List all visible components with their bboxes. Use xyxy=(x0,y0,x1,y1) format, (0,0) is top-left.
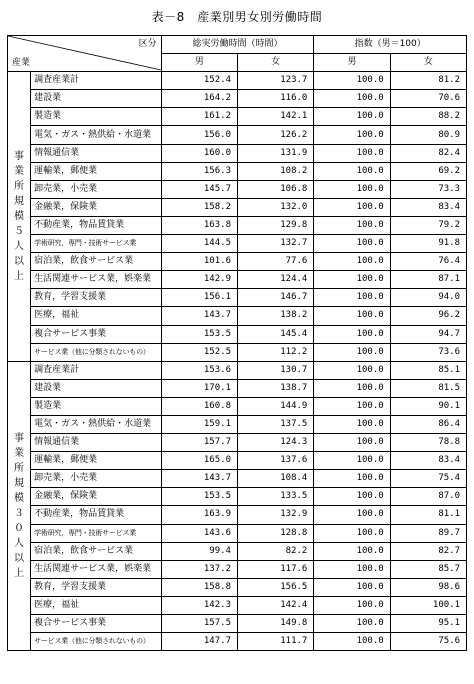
header-female-index: 女 xyxy=(390,54,466,72)
industry-cell: 情報通信業 xyxy=(31,144,162,162)
female-hours-cell: 82.2 xyxy=(237,542,313,560)
female-index-cell: 79.2 xyxy=(390,216,466,234)
female-hours-cell: 131.9 xyxy=(237,144,313,162)
female-hours-cell: 137.6 xyxy=(237,452,313,470)
female-hours-cell: 132.0 xyxy=(237,198,313,216)
male-hours-cell: 157.5 xyxy=(161,615,237,633)
male-hours-cell: 142.3 xyxy=(161,596,237,614)
female-index-cell: 69.2 xyxy=(390,162,466,180)
section-label-char: 事 xyxy=(14,150,25,162)
table-row xyxy=(8,271,467,289)
industry-cell: 複合サービス事業 xyxy=(31,325,162,343)
section-label-char: 人 xyxy=(14,537,25,549)
male-index-cell: 100.0 xyxy=(314,542,390,560)
female-index-cell: 96.2 xyxy=(390,307,466,325)
section-label-char: 業 xyxy=(14,165,25,177)
table-row xyxy=(8,397,467,415)
female-hours-cell: 117.6 xyxy=(237,560,313,578)
male-index-cell: 100.0 xyxy=(314,126,390,144)
table-row xyxy=(8,108,467,126)
industry-cell: 建設業 xyxy=(31,379,162,397)
industry-cell: 運輸業，郵便業 xyxy=(31,162,162,180)
female-hours-cell: 132.7 xyxy=(237,235,313,253)
industry-cell: 学術研究，専門・技術サービス業 xyxy=(31,235,162,253)
industry-cell: 学術研究，専門・技術サービス業 xyxy=(31,524,162,542)
female-hours-cell: 142.1 xyxy=(237,108,313,126)
table-row xyxy=(8,126,467,144)
female-index-cell: 82.7 xyxy=(390,542,466,560)
section-label-char: 所 xyxy=(14,462,25,474)
table-row xyxy=(8,361,467,379)
male-index-cell: 100.0 xyxy=(314,596,390,614)
male-hours-cell: 156.3 xyxy=(161,162,237,180)
male-hours-cell: 164.2 xyxy=(161,90,237,108)
male-index-cell: 100.0 xyxy=(314,343,390,361)
section-label-char: 以 xyxy=(14,255,25,267)
table-row xyxy=(8,560,467,578)
male-hours-cell: 165.0 xyxy=(161,452,237,470)
female-hours-cell: 77.6 xyxy=(237,253,313,271)
female-hours-cell: 112.2 xyxy=(237,343,313,361)
section-label-char: ０ xyxy=(14,522,25,534)
male-hours-cell: 143.7 xyxy=(161,470,237,488)
table-row xyxy=(8,596,467,614)
female-hours-cell: 146.7 xyxy=(237,289,313,307)
male-hours-cell: 152.5 xyxy=(161,343,237,361)
section-label-char: ５ xyxy=(14,225,25,237)
section-label-char: ３ xyxy=(14,507,25,519)
female-hours-cell: 138.7 xyxy=(237,379,313,397)
male-index-cell: 100.0 xyxy=(314,162,390,180)
male-index-cell: 100.0 xyxy=(314,90,390,108)
female-index-cell: 94.0 xyxy=(390,289,466,307)
male-hours-cell: 143.7 xyxy=(161,307,237,325)
industry-cell: 生活関連サービス業，娯楽業 xyxy=(31,560,162,578)
industry-cell: 生活関連サービス業，娯楽業 xyxy=(31,271,162,289)
female-index-cell: 83.4 xyxy=(390,198,466,216)
section-label xyxy=(8,72,31,362)
male-hours-cell: 156.1 xyxy=(161,289,237,307)
header-female-hours: 女 xyxy=(237,54,313,72)
female-index-cell: 81.2 xyxy=(390,72,466,90)
male-index-cell: 100.0 xyxy=(314,615,390,633)
section-label-char: 業 xyxy=(14,447,25,459)
male-hours-cell: 156.0 xyxy=(161,126,237,144)
male-hours-cell: 158.2 xyxy=(161,198,237,216)
table-row xyxy=(8,235,467,253)
male-hours-cell: 144.5 xyxy=(161,235,237,253)
header-total-hours: 総実労働時間（時間） xyxy=(161,36,314,54)
male-hours-cell: 152.4 xyxy=(161,72,237,90)
section-label-char: 所 xyxy=(14,180,25,192)
female-hours-cell: 144.9 xyxy=(237,397,313,415)
male-hours-cell: 157.7 xyxy=(161,434,237,452)
male-hours-cell: 158.8 xyxy=(161,578,237,596)
header-male-index: 男 xyxy=(314,54,390,72)
male-index-cell: 100.0 xyxy=(314,253,390,271)
female-index-cell: 73.3 xyxy=(390,180,466,198)
male-index-cell: 100.0 xyxy=(314,415,390,433)
header-sangyo: 産業 xyxy=(12,58,31,69)
female-hours-cell: 132.9 xyxy=(237,506,313,524)
female-hours-cell: 126.2 xyxy=(237,126,313,144)
male-index-cell: 100.0 xyxy=(314,307,390,325)
male-index-cell: 100.0 xyxy=(314,216,390,234)
female-hours-cell: 149.8 xyxy=(237,615,313,633)
table-row xyxy=(8,289,467,307)
male-hours-cell: 161.2 xyxy=(161,108,237,126)
section-label-char: 上 xyxy=(14,567,25,579)
male-hours-cell: 170.1 xyxy=(161,379,237,397)
male-index-cell: 100.0 xyxy=(314,325,390,343)
male-index-cell: 100.0 xyxy=(314,397,390,415)
male-hours-cell: 153.5 xyxy=(161,325,237,343)
table-row xyxy=(8,162,467,180)
table-row xyxy=(8,578,467,596)
industry-cell: 卸売業，小売業 xyxy=(31,180,162,198)
industry-cell: 教育，学習支援業 xyxy=(31,289,162,307)
table-row xyxy=(8,488,467,506)
male-index-cell: 100.0 xyxy=(314,470,390,488)
section-label-char: 模 xyxy=(14,492,25,504)
male-index-cell: 100.0 xyxy=(314,72,390,90)
industry-cell: 不動産業，物品賃貸業 xyxy=(31,216,162,234)
industry-cell: 金融業，保険業 xyxy=(31,488,162,506)
female-index-cell: 78.8 xyxy=(390,434,466,452)
industry-cell: 電気・ガス・熱供給・水道業 xyxy=(31,415,162,433)
female-index-cell: 87.0 xyxy=(390,488,466,506)
section-label-char: 人 xyxy=(14,240,25,252)
header-index: 指数（男＝100） xyxy=(314,36,467,54)
table-row xyxy=(8,633,467,651)
female-index-cell: 91.8 xyxy=(390,235,466,253)
female-hours-cell: 116.0 xyxy=(237,90,313,108)
female-hours-cell: 130.7 xyxy=(237,361,313,379)
industry-cell: 金融業，保険業 xyxy=(31,198,162,216)
industry-cell: 医療，福祉 xyxy=(31,307,162,325)
male-index-cell: 100.0 xyxy=(314,198,390,216)
male-index-cell: 100.0 xyxy=(314,488,390,506)
industry-cell: 卸売業，小売業 xyxy=(31,470,162,488)
female-hours-cell: 156.5 xyxy=(237,578,313,596)
female-index-cell: 75.6 xyxy=(390,633,466,651)
table-row xyxy=(8,198,467,216)
female-index-cell: 95.1 xyxy=(390,615,466,633)
male-index-cell: 100.0 xyxy=(314,144,390,162)
table-row xyxy=(8,343,467,361)
section-label xyxy=(8,361,31,651)
female-hours-cell: 124.4 xyxy=(237,271,313,289)
male-hours-cell: 99.4 xyxy=(161,542,237,560)
table-row xyxy=(8,452,467,470)
male-index-cell: 100.0 xyxy=(314,379,390,397)
section-label-char: 規 xyxy=(14,195,25,207)
table-row xyxy=(8,216,467,234)
male-index-cell: 100.0 xyxy=(314,180,390,198)
industry-cell: 不動産業，物品賃貸業 xyxy=(31,506,162,524)
industry-cell: 製造業 xyxy=(31,397,162,415)
table-row xyxy=(8,506,467,524)
female-hours-cell: 129.8 xyxy=(237,216,313,234)
male-index-cell: 100.0 xyxy=(314,434,390,452)
table-row xyxy=(8,524,467,542)
table-row xyxy=(8,90,467,108)
male-index-cell: 100.0 xyxy=(314,578,390,596)
industry-cell: サービス業（他に分類されないもの） xyxy=(31,633,162,651)
industry-cell: 宿泊業，飲食サービス業 xyxy=(31,542,162,560)
female-hours-cell: 124.3 xyxy=(237,434,313,452)
table-row xyxy=(8,542,467,560)
female-hours-cell: 108.2 xyxy=(237,162,313,180)
male-hours-cell: 145.7 xyxy=(161,180,237,198)
male-index-cell: 100.0 xyxy=(314,361,390,379)
hours-table xyxy=(7,35,467,651)
table-row xyxy=(8,253,467,271)
male-index-cell: 100.0 xyxy=(314,506,390,524)
table-row xyxy=(8,379,467,397)
female-hours-cell: 111.7 xyxy=(237,633,313,651)
female-index-cell: 81.5 xyxy=(390,379,466,397)
female-hours-cell: 106.8 xyxy=(237,180,313,198)
male-hours-cell: 101.6 xyxy=(161,253,237,271)
male-hours-cell: 143.6 xyxy=(161,524,237,542)
industry-cell: 宿泊業，飲食サービス業 xyxy=(31,253,162,271)
table-row xyxy=(8,470,467,488)
industry-cell: 教育，学習支援業 xyxy=(31,578,162,596)
female-index-cell: 86.4 xyxy=(390,415,466,433)
male-hours-cell: 159.1 xyxy=(161,415,237,433)
header-male-hours: 男 xyxy=(161,54,237,72)
table-row xyxy=(8,325,467,343)
industry-cell: 調査産業計 xyxy=(31,72,162,90)
industry-cell: 情報通信業 xyxy=(31,434,162,452)
female-index-cell: 87.1 xyxy=(390,271,466,289)
female-hours-cell: 123.7 xyxy=(237,72,313,90)
table-row xyxy=(8,180,467,198)
table-body xyxy=(8,72,467,651)
female-index-cell: 83.4 xyxy=(390,452,466,470)
table-row xyxy=(8,307,467,325)
industry-cell: サービス業（他に分類されないもの） xyxy=(31,343,162,361)
industry-cell: 運輸業，郵便業 xyxy=(31,452,162,470)
male-index-cell: 100.0 xyxy=(314,289,390,307)
male-hours-cell: 142.9 xyxy=(161,271,237,289)
female-hours-cell: 142.4 xyxy=(237,596,313,614)
female-hours-cell: 133.5 xyxy=(237,488,313,506)
male-index-cell: 100.0 xyxy=(314,235,390,253)
male-index-cell: 100.0 xyxy=(314,271,390,289)
female-hours-cell: 128.8 xyxy=(237,524,313,542)
female-hours-cell: 108.4 xyxy=(237,470,313,488)
female-index-cell: 76.4 xyxy=(390,253,466,271)
male-hours-cell: 163.8 xyxy=(161,216,237,234)
table-row xyxy=(8,434,467,452)
female-index-cell: 82.4 xyxy=(390,144,466,162)
table-row xyxy=(8,415,467,433)
industry-cell: 複合サービス事業 xyxy=(31,615,162,633)
female-hours-cell: 137.5 xyxy=(237,415,313,433)
male-index-cell: 100.0 xyxy=(314,560,390,578)
male-index-cell: 100.0 xyxy=(314,633,390,651)
male-hours-cell: 137.2 xyxy=(161,560,237,578)
table-row xyxy=(8,72,467,90)
female-index-cell: 70.6 xyxy=(390,90,466,108)
table-row xyxy=(8,615,467,633)
industry-cell: 調査産業計 xyxy=(31,361,162,379)
female-index-cell: 85.1 xyxy=(390,361,466,379)
male-index-cell: 100.0 xyxy=(314,108,390,126)
male-hours-cell: 160.8 xyxy=(161,397,237,415)
header-corner xyxy=(8,36,162,72)
female-index-cell: 81.1 xyxy=(390,506,466,524)
section-label-char: 上 xyxy=(14,270,25,282)
male-index-cell: 100.0 xyxy=(314,452,390,470)
male-hours-cell: 160.0 xyxy=(161,144,237,162)
female-index-cell: 85.7 xyxy=(390,560,466,578)
male-hours-cell: 147.7 xyxy=(161,633,237,651)
section-label-char: 以 xyxy=(14,552,25,564)
male-index-cell: 100.0 xyxy=(314,524,390,542)
female-hours-cell: 145.4 xyxy=(237,325,313,343)
header-ku: 区分 xyxy=(138,39,157,49)
female-index-cell: 88.2 xyxy=(390,108,466,126)
female-index-cell: 73.6 xyxy=(390,343,466,361)
industry-cell: 電気・ガス・熱供給・水道業 xyxy=(31,126,162,144)
female-index-cell: 80.9 xyxy=(390,126,466,144)
page-title: 表－8 産業別男女別労働時間 xyxy=(151,10,323,24)
section-label-char: 事 xyxy=(14,432,25,444)
female-index-cell: 98.6 xyxy=(390,578,466,596)
male-hours-cell: 153.5 xyxy=(161,488,237,506)
industry-cell: 製造業 xyxy=(31,108,162,126)
section-label-char: 模 xyxy=(14,210,25,222)
female-index-cell: 94.7 xyxy=(390,325,466,343)
female-index-cell: 89.7 xyxy=(390,524,466,542)
male-hours-cell: 163.9 xyxy=(161,506,237,524)
table-row xyxy=(8,144,467,162)
industry-cell: 医療，福祉 xyxy=(31,596,162,614)
section-label-char: 規 xyxy=(14,477,25,489)
female-index-cell: 100.1 xyxy=(390,596,466,614)
female-hours-cell: 138.2 xyxy=(237,307,313,325)
industry-cell: 建設業 xyxy=(31,90,162,108)
female-index-cell: 75.4 xyxy=(390,470,466,488)
female-index-cell: 90.1 xyxy=(390,397,466,415)
male-hours-cell: 153.6 xyxy=(161,361,237,379)
